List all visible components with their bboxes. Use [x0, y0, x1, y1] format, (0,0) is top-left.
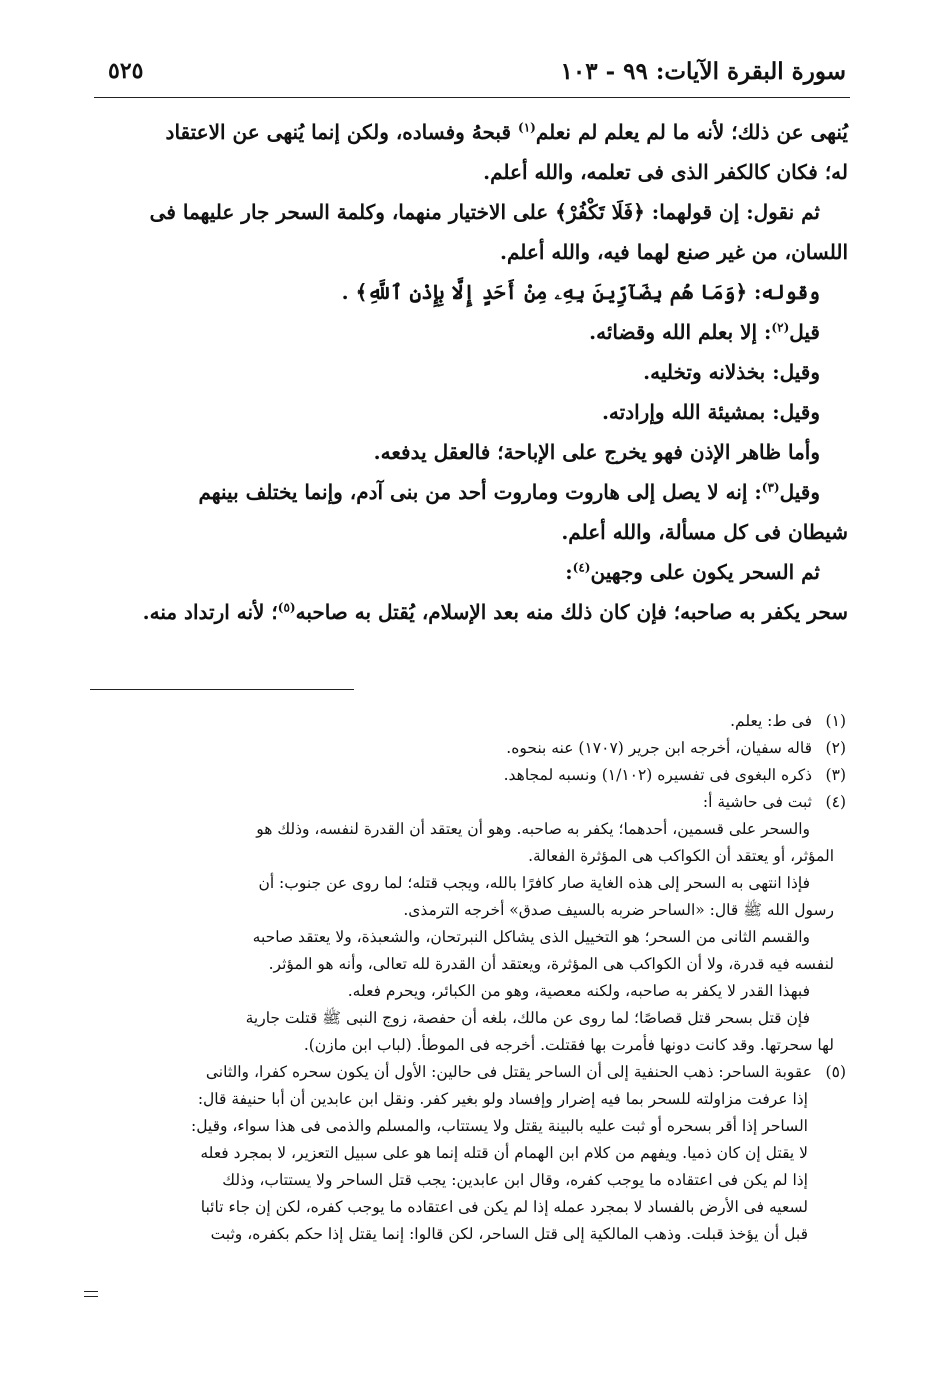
footnote-text: فى ط: يعلم.	[730, 712, 812, 730]
footnote-line: الساحر إذا أقر بسحره أو ثبت عليه بالبينة يقتل ولا يستتاب، والمسلم والذمى فى هذا سواء، وقيل:	[190, 1117, 808, 1135]
paragraph-9	[96, 552, 848, 592]
paragraph-3	[96, 272, 848, 312]
paragraph-8-line-1	[96, 472, 848, 512]
footnote-ref-1[interactable]: (١)	[518, 120, 536, 135]
text-run: قيل	[789, 320, 820, 344]
footnote-line: والقسم الثانى من السحر؛ هو التخييل الذى يشاكل النبرتحان، والشعبذة، ولا يعتقد صاحبه	[252, 928, 810, 946]
paragraph-5: وقيل: بخذلانه وتخليه.	[643, 360, 820, 384]
page-number: ٥٢٥	[108, 58, 144, 84]
continuation-mark	[84, 1291, 98, 1292]
footnote-1	[94, 708, 846, 735]
paragraph-8-line-2: شيطان فى كل مسألة، والله أعلم.	[561, 520, 848, 544]
footnote-line: قبل أن يؤخذ قبلت. وذهب المالكية إلى قتل الساحر، لكن قالوا: إنما يقتل إذا حكم بكفره، وثبت	[210, 1225, 808, 1243]
footnote-text: قاله سفيان، أخرجه ابن جرير (١٧٠٧) عنه بنحوه.	[506, 739, 812, 757]
footnote-line: لها سحرتها. وقد كانت دونها فأمرت بها فقتلت. أخرجه فى الموطأ. (لباب ابن مازن).	[303, 1036, 834, 1054]
text-run: : إنه لا يصل إلى هاروت وماروت أحد من بنى آدم، وإنما يختلف بينهم	[198, 480, 762, 504]
footnote-line: والسحر على قسمين، أحدهما؛ يكفر به صاحبه. وهو أن يعتقد أن القدرة لنفسه، وذلك هو	[256, 820, 810, 838]
text-run: ثم نقول: إن قولهما:	[644, 200, 820, 224]
text-run: سحر يكفر به صاحبه؛ فإن كان ذلك منه بعد الإسلام، يُقتل به صاحبه	[295, 600, 848, 624]
footnote-number: (٢)	[825, 739, 846, 757]
footnote-line: إذا لم يكن فى اعتقاده ما يوجب كفره، وقال ابن عابدين: يجب قتل الساحر ولا يستتاب، وذلك	[222, 1171, 808, 1189]
footnote-4-head	[94, 789, 846, 816]
text-run: :	[565, 560, 573, 584]
footnote-ref-2[interactable]: (٢)	[771, 320, 790, 335]
text-run: ثم السحر يكون على وجهين	[590, 560, 820, 584]
footnote-number: (١)	[825, 712, 846, 730]
paragraph-10	[96, 592, 848, 632]
footnote-3	[94, 762, 846, 789]
text-run: وقوله:	[747, 280, 820, 304]
paragraph-2-line-1	[96, 192, 848, 232]
footnote-2	[94, 735, 846, 762]
footnote-ref-3[interactable]: (٣)	[761, 480, 780, 495]
text-run: : إلا بعلم الله وقضائه.	[589, 320, 772, 344]
text-run: يُنهى عن ذلك؛ لأنه ما لم يعلم لم نعلم	[535, 120, 848, 144]
paragraph-1-line-2: له؛ فكان كالكفر الذى فى تعلمه، والله أعلم.	[483, 160, 848, 184]
text-run: على الاختيار منهما، وكلمة السحر جار عليهما فى	[149, 200, 556, 224]
paragraph-4	[96, 312, 848, 352]
footnote-separator	[90, 689, 354, 690]
footnote-line: فإذا انتهى به السحر إلى هذه الغاية صار كافرًا بالله، ويجب قتله؛ لما روى عن جنوب: أن	[258, 874, 810, 892]
footnote-number: (٥)	[825, 1063, 846, 1081]
text-run: قبحهُ وفساده، ولكن إنما يُنهى عن الاعتقاد	[165, 120, 518, 144]
footnote-line: فإن قتل بسحر قتل قصاصًا؛ لما روى عن مالك، بلغه أن حفصة، زوج النبى ﷺ قتلت جارية	[245, 1009, 810, 1027]
footnote-line: إذا عرفت مزاولته للسحر بما فيه إضرار وإفساد ولو بغير كفر. ونقل ابن عابدين أن أبا حنيفة قال:	[197, 1090, 808, 1108]
footnote-line: لنفسه فيه قدرة، ولا أن الكواكب هى المؤثرة، ويعتقد أن القدرة لله تعالى، وأنه هو المؤثر.	[268, 955, 834, 973]
quran-quote: ﴿فَلَا تَكْفُرْ﴾	[555, 200, 645, 224]
paragraph-2-line-2: اللسان، من غير صنع لهما فيه، والله أعلم.	[500, 240, 848, 264]
paragraph-6: وقيل: بمشيئة الله وإرادته.	[601, 400, 820, 424]
text-run: ؛ لأنه ارتداد منه.	[142, 600, 278, 624]
footnote-text: ثبت فى حاشية أ:	[702, 793, 812, 811]
footnote-5	[94, 1059, 846, 1248]
footnote-line: فبهذا القدر لا يكفر به صاحبه، ولكنه معصية، وهو من الكبائر، ويحرم فعله.	[347, 982, 810, 1000]
footnote-ref-5[interactable]: (٥)	[277, 600, 296, 615]
footnote-line: المؤثر، أو يعتقد أن الكواكب هى المؤثرة الفعالة.	[528, 847, 834, 865]
text-run: .	[341, 280, 356, 304]
continuation-mark	[84, 1296, 98, 1297]
footnote-text: عقوبة الساحر: ذهب الحنفية إلى أن الساحر يقتل فى حالين: الأول أن يكون سحره كفرا، والثانى	[205, 1063, 812, 1081]
footnotes	[94, 708, 846, 1248]
header-rule	[94, 97, 850, 98]
footnote-line: رسول الله ﷺ قال: «الساحر ضربه بالسيف صدق» أخرجه الترمذى.	[403, 901, 834, 919]
paragraph-1-line-1	[96, 112, 848, 152]
quran-quote: ﴿وَمَا هُم بِضَآرِّينَ بِهِۦ مِنْ أَحَدٍ إِلَّا بِإِذْنِ ٱللَّهِ﴾	[355, 280, 748, 304]
footnote-number: (٣)	[825, 766, 846, 784]
text-run: وقيل	[779, 480, 820, 504]
footnote-line: لا يقتل إن كان ذميا. ويفهم من كلام ابن الهمام أن قتله إنما هو على سبيل التعزير، لا بمجرد فعله	[200, 1144, 808, 1162]
footnote-line: لسعيه فى الأرض بالفساد لا بمجرد عمله إذا لم يكن فى اعتقاده ما يوجب كفره، لكن إن جاء تائبا	[200, 1198, 808, 1216]
running-header-title: سورة البقرة الآيات: ٩٩ - ١٠٣	[560, 58, 846, 85]
paragraph-7: وأما ظاهر الإذن فهو يخرج على الإباحة؛ فالعقل يدفعه.	[373, 440, 820, 464]
main-text	[96, 112, 848, 632]
footnote-text: ذكره البغوى فى تفسيره (١/١٠٢) ونسبه لمجاهد.	[503, 766, 812, 784]
footnote-number: (٤)	[825, 793, 846, 811]
footnote-4-body	[94, 816, 846, 1059]
footnote-ref-4[interactable]: (٤)	[572, 560, 591, 575]
footnote-line	[94, 1059, 846, 1086]
